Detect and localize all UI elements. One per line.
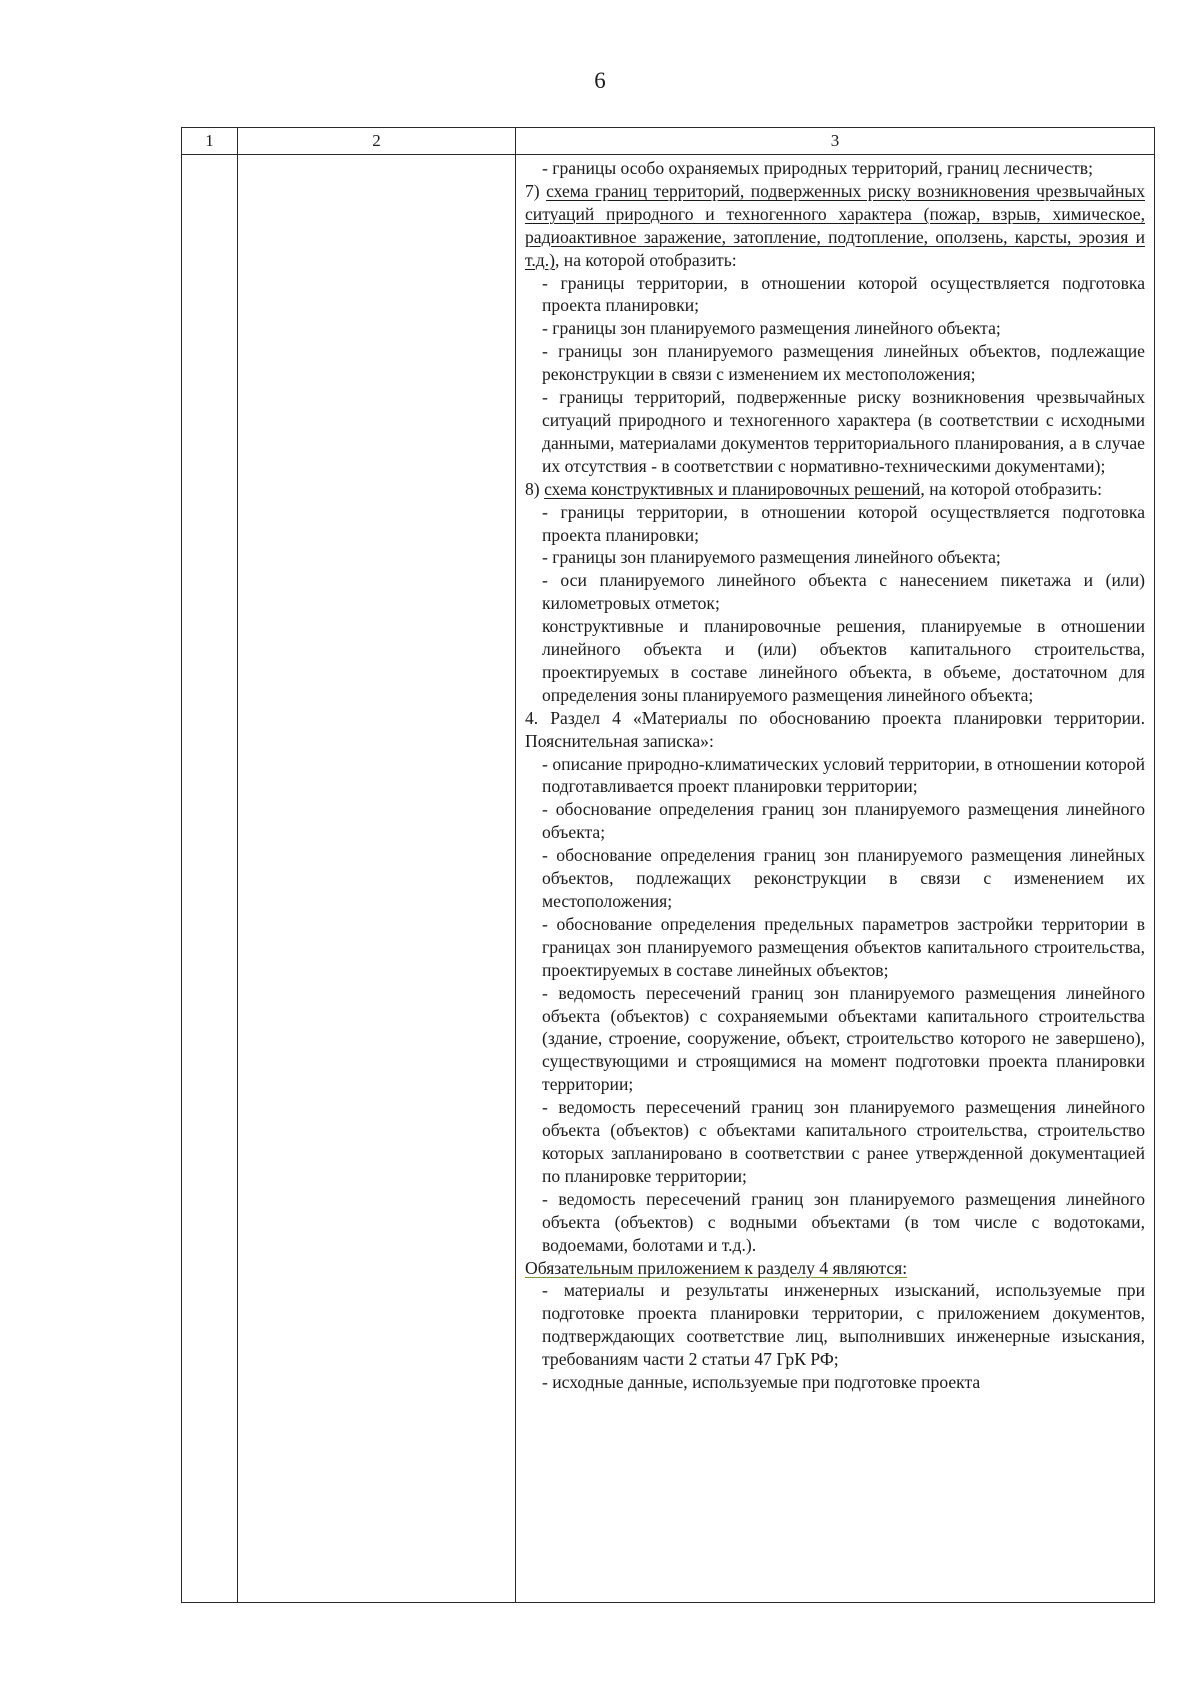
list-item: - исходные данные, используемые при подготовке проекта [542, 1372, 981, 1393]
cell-column-1 [182, 155, 238, 1603]
list-item: - границы территории, в отношении которой осуществляется подготовка проекта планировки; [542, 272, 1145, 316]
list-item: - ведомость пересечений границ зон планируемого размещения линейного объекта (объектов) с сохраняемыми объектами капитального строительства (здание, строение, сооружение, объект, строительство которого не завершено), существующими и строящимися на момент подготовки проекта планировки территории; [542, 982, 1145, 1095]
list-item: - оси планируемого линейного объекта с нанесением пикетажа и (или) километровых отметок; [542, 570, 1145, 614]
scheme-title: схема границ территорий, подверженных риску возникновения чрезвычайных ситуаций природного и техногенного характера (пожар, взрыв, химическое, радиоактивное заражение, затопление, подтопление, оползень, карсты, эрозия и т.д.) [525, 180, 1145, 270]
list-item: - ведомость пересечений границ зон планируемого размещения линейного объекта (объектов) с объектами капитального строительства, строительство которых запланировано в соответствии с ранее утвержденной документацией по планировке территории; [542, 1097, 1145, 1186]
section-content [525, 157, 1145, 1394]
list-item: - обоснование определения границ зон планируемого размещения линейных объектов, подлежащих реконструкции в связи с изменением их местоположения; [542, 845, 1145, 911]
appendix-heading-text: Обязательным приложением к разделу 4 являются: [525, 1257, 908, 1278]
requirements-table [181, 127, 1155, 1603]
list-item: - материалы и результаты инженерных изысканий, используемые при подготовке проекта планировки территории, с приложением документов, подтверждающих соответствие лиц, выполнивших инженерные изыскания, требованиям части 2 статьи 47 ГрК РФ; [542, 1280, 1145, 1370]
column-header-3: 3 [516, 128, 1155, 155]
numbered-item [525, 180, 1145, 272]
cell-column-2 [238, 155, 516, 1603]
list-item: - границы территорий, подверженные риску возникновения чрезвычайных ситуаций природного и техногенного характера (в соответствии с исходными данными, материалами документов территориального планирования, а в случае их отсутствия - в соответствии с нормативно-техническими документами); [542, 387, 1145, 476]
scheme-title: схема конструктивных и планировочных решений [544, 478, 921, 499]
section-heading: 4. Раздел 4 «Материалы по обоснованию проекта планировки территории. Пояснительная записка»: [525, 707, 1145, 751]
appendix-heading [525, 1257, 1145, 1280]
item-suffix: , на которой отобразить: [920, 478, 1103, 499]
numbered-item [525, 478, 1145, 501]
list-item: - обоснование определения границ зон планируемого размещения линейного объекта; [542, 799, 1145, 843]
page-number: 6 [594, 68, 606, 93]
list-item: - границы особо охраняемых природных территорий, границ лесничеств; [542, 158, 1093, 178]
list-item: - обоснование определения предельных параметров застройки территории в границах зон планируемого размещения объектов капитального строительства, проектируемых в составе линейных объектов; [542, 913, 1145, 980]
item-number: 8) [525, 478, 540, 499]
table-row [182, 155, 1155, 1603]
list-item: - границы территории, в отношении которой осуществляется подготовка проекта планировки; [542, 501, 1145, 545]
column-header-1: 1 [182, 128, 238, 155]
list-item: - границы зон планируемого размещения линейных объектов, подлежащие реконструкции в связи с изменением их местоположения; [542, 341, 1145, 385]
list-item: - ведомость пересечений границ зон планируемого размещения линейного объекта (объектов) с водными объектами (в том числе с водотоками, водоемами, болотами и т.д.). [542, 1188, 1145, 1255]
list-item: - описание природно-климатических условий территории, в отношении которой подготавливается проект планировки территории; [542, 753, 1145, 797]
item-number: 7) [525, 180, 540, 201]
column-header-2: 2 [238, 128, 516, 155]
list-item: - границы зон планируемого размещения линейного объекта; [542, 547, 1001, 568]
item-suffix: , на которой отобразить: [554, 249, 737, 270]
cell-column-3 [516, 155, 1155, 1603]
table-header-row [182, 128, 1155, 155]
list-item: - границы зон планируемого размещения линейного объекта; [542, 318, 1001, 339]
list-item: конструктивные и планировочные решения, планируемые в отношении линейного объекта и (или) объектов капитального строительства, проектируемых в составе линейного объекта, в объеме, достаточном для определения зоны планируемого размещения линейного объекта; [542, 616, 1145, 705]
